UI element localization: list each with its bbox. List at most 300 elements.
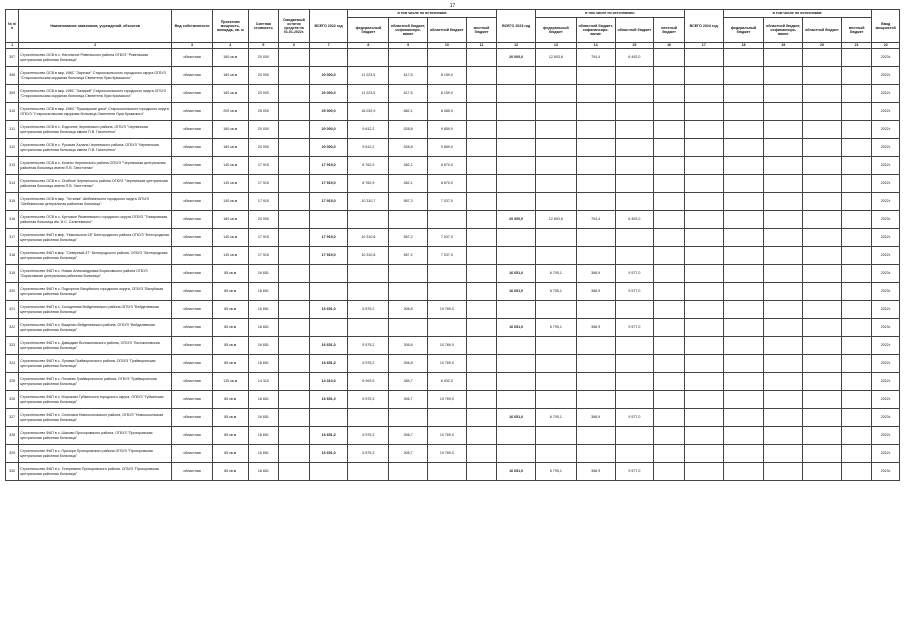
local-2024 — [841, 211, 872, 229]
federal-2022: 8 762,9 — [348, 157, 389, 175]
commissioning-year: 2023г. — [872, 319, 900, 337]
total-2022: 16 651,0 — [309, 427, 348, 445]
oblast-cofin-2023 — [576, 247, 615, 265]
oblast-2024 — [803, 409, 842, 427]
capacity: 85 кв.м — [212, 445, 248, 463]
ownership: областная — [172, 157, 213, 175]
oblast-2022: 10 769,0 — [427, 391, 466, 409]
oblast-cofin-2023 — [576, 85, 615, 103]
federal-2022: 11 223,5 — [348, 67, 389, 85]
local-2024 — [841, 319, 872, 337]
commissioning-year: 2022г. — [872, 427, 900, 445]
local-2023 — [654, 139, 685, 157]
capacity: 140 кв.м — [212, 229, 248, 247]
federal-2024 — [723, 283, 764, 301]
commissioning-year: 2022г. — [872, 247, 900, 265]
federal-2023 — [536, 355, 577, 373]
oblast-2024 — [803, 103, 842, 121]
oblast-2024 — [803, 139, 842, 157]
federal-2024 — [723, 121, 764, 139]
local-2022 — [466, 463, 497, 481]
remainder — [279, 67, 310, 85]
column-number: 20 — [803, 43, 842, 49]
capacity: 140 кв.м — [212, 193, 248, 211]
oblast-cofin-2024 — [764, 49, 803, 67]
oblast-cofin-2023 — [576, 445, 615, 463]
remainder — [279, 283, 310, 301]
total-2024 — [684, 463, 723, 481]
column-number: 22 — [872, 43, 900, 49]
federal-2022: 5 575,2 — [348, 337, 389, 355]
oblast-2023 — [615, 355, 654, 373]
remainder — [279, 85, 310, 103]
local-2022 — [466, 67, 497, 85]
oblast-2023 — [615, 85, 654, 103]
capacity: 160 кв.м — [212, 211, 248, 229]
oblast-2023 — [615, 193, 654, 211]
oblast-cofin-2022: 306,8 — [389, 337, 428, 355]
local-2023 — [654, 373, 685, 391]
oblast-cofin-2022: 567,2 — [389, 247, 428, 265]
oblast-cofin-2024 — [764, 85, 803, 103]
oblast-cofin-2023: 704,4 — [576, 49, 615, 67]
total-2023 — [497, 373, 536, 391]
row-number: 319 — [6, 265, 19, 283]
remainder — [279, 157, 310, 175]
federal-2023 — [536, 175, 577, 193]
oblast-cofin-2023: 368,9 — [576, 265, 615, 283]
remainder — [279, 463, 310, 481]
federal-2024 — [723, 175, 764, 193]
remainder — [279, 355, 310, 373]
ownership: областная — [172, 139, 213, 157]
federal-2022: 9 612,2 — [348, 139, 389, 157]
investment-table — [5, 9, 900, 481]
col-total-2022-header: ВСЕГО 2022 год — [309, 10, 348, 43]
federal-2022 — [348, 463, 389, 481]
total-2024 — [684, 229, 723, 247]
federal-2024 — [723, 337, 764, 355]
remainder — [279, 193, 310, 211]
commissioning-year: 2022г. — [872, 373, 900, 391]
oblast-2024 — [803, 85, 842, 103]
capacity: 160 кв.м — [212, 85, 248, 103]
table-row — [6, 67, 900, 85]
remainder — [279, 121, 310, 139]
total-2022 — [309, 319, 348, 337]
federal-2022: 11 223,5 — [348, 85, 389, 103]
total-2023 — [497, 337, 536, 355]
page-number: 17 — [449, 3, 456, 9]
federal-2024 — [723, 319, 764, 337]
estimated-cost: 16 651 — [248, 283, 279, 301]
capacity: 85 кв.м — [212, 409, 248, 427]
local-2023 — [654, 427, 685, 445]
commissioning-year: 2022г. — [872, 445, 900, 463]
commissioning-year: 2023г. — [872, 283, 900, 301]
column-number: 2 — [19, 43, 172, 49]
sources-2023-header: в том числе по источникам: — [536, 10, 685, 18]
total-2023 — [497, 229, 536, 247]
local-2022 — [466, 49, 497, 67]
total-2022 — [309, 211, 348, 229]
oblast-cofin-2022: 306,7 — [389, 427, 428, 445]
oblast-2024 — [803, 121, 842, 139]
local-2023 — [654, 49, 685, 67]
oblast-cofin-2022: 617,5 — [389, 85, 428, 103]
federal-2022: 9 612,2 — [348, 121, 389, 139]
total-2023: 16 651,0 — [497, 463, 536, 481]
local-2022 — [466, 175, 497, 193]
oblast-2024 — [803, 175, 842, 193]
local-2022 — [466, 157, 497, 175]
federal-2023: 12 803,6 — [536, 49, 577, 67]
oblast-2022 — [427, 49, 466, 67]
oblast-2022: 8 670,0 — [427, 157, 466, 175]
column-number: 12 — [497, 43, 536, 49]
capacity: 85 кв.м — [212, 427, 248, 445]
oblast-cofin-2022: 617,5 — [389, 67, 428, 85]
local-2022 — [466, 409, 497, 427]
table-row — [6, 211, 900, 229]
local-2024 — [841, 175, 872, 193]
table-row — [6, 265, 900, 283]
local-2022 — [466, 445, 497, 463]
oblast-cofin-2024 — [764, 373, 803, 391]
capacity: 140 кв.м — [212, 157, 248, 175]
local-2022 — [466, 373, 497, 391]
oblast-2023 — [615, 103, 654, 121]
estimated-cost: 16 651 — [248, 409, 279, 427]
oblast-cofin-2024 — [764, 265, 803, 283]
oblast-cofin-2024 — [764, 103, 803, 121]
oblast-cofin-2024 — [764, 427, 803, 445]
ownership: областная — [172, 355, 213, 373]
ownership: областная — [172, 67, 213, 85]
local-2023 — [654, 283, 685, 301]
local-2024 — [841, 463, 872, 481]
federal-2024 — [723, 445, 764, 463]
total-2024 — [684, 49, 723, 67]
object-name: Строительство ОСВ в с. Нагольное Ровеньского района ОГБУЗ "Ровеньская центральная районная больница" — [19, 49, 172, 67]
oblast-2023: 9 577,0 — [615, 409, 654, 427]
src-oblast-cofin-2023: областной бюджет, софинансиро-вание — [576, 18, 615, 43]
oblast-cofin-2023 — [576, 175, 615, 193]
oblast-cofin-2023 — [576, 427, 615, 445]
object-name: Строительство ФАП в мкр. "Никольское-25" Белгородского района ОГБУЗ "Белгородская центральная районная больница" — [19, 229, 172, 247]
table-row — [6, 157, 900, 175]
federal-2024 — [723, 103, 764, 121]
local-2023 — [654, 247, 685, 265]
capacity: 130 кв.м — [212, 373, 248, 391]
local-2022 — [466, 265, 497, 283]
total-2024 — [684, 103, 723, 121]
oblast-2024 — [803, 229, 842, 247]
oblast-2023 — [615, 373, 654, 391]
oblast-cofin-2022: 306,7 — [389, 445, 428, 463]
total-2024 — [684, 157, 723, 175]
col-total-2024-header: ВСЕГО 2024 год — [684, 10, 723, 43]
oblast-2024 — [803, 301, 842, 319]
remainder — [279, 319, 310, 337]
table-row — [6, 427, 900, 445]
oblast-cofin-2022: 306,8 — [389, 355, 428, 373]
src-federal-2024: федеральный бюджет — [723, 18, 764, 43]
federal-2024 — [723, 229, 764, 247]
object-name: Строительство ФАП в с. Новая Александровка Борисовского района ОГБУЗ "Борисовская центральная районная больница" — [19, 265, 172, 283]
remainder — [279, 373, 310, 391]
total-2023: 20 000,0 — [497, 211, 536, 229]
federal-2022: 5 575,3 — [348, 391, 389, 409]
remainder — [279, 175, 310, 193]
row-number: 322 — [6, 319, 19, 337]
sources-2024-header: в том числе по источникам: — [723, 10, 872, 18]
oblast-cofin-2024 — [764, 445, 803, 463]
column-number: 19 — [764, 43, 803, 49]
column-number: 14 — [576, 43, 615, 49]
local-2024 — [841, 283, 872, 301]
total-2022: 17 915,0 — [309, 229, 348, 247]
oblast-cofin-2024 — [764, 229, 803, 247]
oblast-cofin-2022 — [389, 49, 428, 67]
table-row — [6, 301, 900, 319]
oblast-2023 — [615, 139, 654, 157]
total-2022: 17 915,0 — [309, 157, 348, 175]
column-number: 6 — [279, 43, 310, 49]
oblast-2023 — [615, 175, 654, 193]
federal-2023 — [536, 301, 577, 319]
federal-2023 — [536, 67, 577, 85]
column-number: 21 — [841, 43, 872, 49]
src-oblast-2023: областной бюджет — [615, 18, 654, 43]
local-2022 — [466, 337, 497, 355]
federal-2024 — [723, 157, 764, 175]
object-name: Строительство ФАП в с. Давыдкин Волоконовского района, ОГБУЗ "Волоконовская центральная районная больница" — [19, 337, 172, 355]
estimated-cost: 17 915 — [248, 157, 279, 175]
estimated-cost: 16 651 — [248, 445, 279, 463]
oblast-cofin-2022 — [389, 283, 428, 301]
oblast-cofin-2024 — [764, 337, 803, 355]
local-2022 — [466, 301, 497, 319]
col-capacity-header: Проектная мощность, площадь, кв. м — [212, 10, 248, 43]
local-2023 — [654, 103, 685, 121]
federal-2022: 5 575,2 — [348, 301, 389, 319]
local-2024 — [841, 67, 872, 85]
ownership: областная — [172, 391, 213, 409]
federal-2022 — [348, 49, 389, 67]
federal-2022: 10 310,7 — [348, 193, 389, 211]
column-number: 17 — [684, 43, 723, 49]
ownership: областная — [172, 175, 213, 193]
federal-2023: 6 705,1 — [536, 283, 577, 301]
total-2023: 16 651,0 — [497, 265, 536, 283]
object-name: Строительство ФАП в с. Подгорное Валуйского городского округа, ОГБУЗ "Валуйская центральная районная больница" — [19, 283, 172, 301]
oblast-2024 — [803, 463, 842, 481]
col-total-2023-header: ВСЕГО 2023 год — [497, 10, 536, 43]
oblast-2023 — [615, 445, 654, 463]
column-number: 7 — [309, 43, 348, 49]
estimated-cost: 16 651 — [248, 337, 279, 355]
federal-2023: 6 705,1 — [536, 319, 577, 337]
oblast-2024 — [803, 211, 842, 229]
total-2022: 20 000,0 — [309, 67, 348, 85]
commissioning-year: 2022г. — [872, 175, 900, 193]
total-2023 — [497, 121, 536, 139]
total-2024 — [684, 355, 723, 373]
oblast-2022: 9 859,0 — [427, 139, 466, 157]
federal-2024 — [723, 391, 764, 409]
oblast-2022: 10 769,0 — [427, 445, 466, 463]
table-row — [6, 283, 900, 301]
oblast-cofin-2023 — [576, 157, 615, 175]
column-number: 9 — [389, 43, 428, 49]
oblast-2023 — [615, 247, 654, 265]
oblast-cofin-2023 — [576, 391, 615, 409]
oblast-cofin-2023: 368,9 — [576, 409, 615, 427]
table-row — [6, 463, 900, 481]
federal-2024 — [723, 193, 764, 211]
object-name: Строительство ОСВ в мкр. "Устинка" Шебекинского городского округа ОГБУЗ "Шебекинская центральная районная больница" — [19, 193, 172, 211]
oblast-2023 — [615, 301, 654, 319]
column-number: 10 — [427, 43, 466, 49]
oblast-cofin-2024 — [764, 139, 803, 157]
oblast-2024 — [803, 373, 842, 391]
federal-2022: 5 575,3 — [348, 427, 389, 445]
total-2024 — [684, 247, 723, 265]
total-2022: 16 651,0 — [309, 301, 348, 319]
estimated-cost: 25 000 — [248, 103, 279, 121]
oblast-cofin-2024 — [764, 301, 803, 319]
remainder — [279, 391, 310, 409]
local-2023 — [654, 67, 685, 85]
object-name: Строительство ФАП в мкр. "Северный-37" Белгородского района, ОГБУЗ "Белгородская центральная районная больница" — [19, 247, 172, 265]
oblast-cofin-2024 — [764, 175, 803, 193]
federal-2024 — [723, 463, 764, 481]
local-2024 — [841, 121, 872, 139]
total-2022 — [309, 49, 348, 67]
src-oblast-cofin-2022: областной бюджет, софинансиро-вание — [389, 18, 428, 43]
local-2023 — [654, 211, 685, 229]
object-name: Строительство ФАП в с. Призори Прохоровского района ОГБУЗ "Прохоровская центральная районная больница" — [19, 445, 172, 463]
total-2022: 20 000,0 — [309, 121, 348, 139]
oblast-cofin-2023 — [576, 229, 615, 247]
object-name: Строительство ОСВ в мкр. ИЖС "Пушкарские дачи" Старооскольского городского округа ОГБУЗ "Старооскольская окружная больница Святителя Луки Крымского" — [19, 103, 172, 121]
federal-2024 — [723, 301, 764, 319]
local-2023 — [654, 265, 685, 283]
local-2022 — [466, 85, 497, 103]
row-number: 325 — [6, 373, 19, 391]
local-2024 — [841, 247, 872, 265]
object-name: Строительство ФАП в с. Морозово Губкинского городского округа, ОГБУЗ "Губкинская центральная районная больница" — [19, 391, 172, 409]
total-2024 — [684, 301, 723, 319]
row-number: 307 — [6, 49, 19, 67]
oblast-cofin-2023: 368,9 — [576, 319, 615, 337]
local-2024 — [841, 427, 872, 445]
table-row — [6, 175, 900, 193]
object-name: Строительство ФАП в х. Холоднянка Вейделевского района ОГБУЗ "Вейделевская центральная районная больница" — [19, 301, 172, 319]
table-row — [6, 355, 900, 373]
oblast-2022: 7 037,0 — [427, 229, 466, 247]
oblast-2022: 10 769,0 — [427, 355, 466, 373]
oblast-cofin-2022 — [389, 265, 428, 283]
remainder — [279, 265, 310, 283]
local-2022 — [466, 427, 497, 445]
column-number: 3 — [172, 43, 213, 49]
federal-2023 — [536, 121, 577, 139]
capacity: 140 кв.м — [212, 175, 248, 193]
oblast-cofin-2022: 482,1 — [389, 175, 428, 193]
oblast-cofin-2024 — [764, 463, 803, 481]
total-2024 — [684, 409, 723, 427]
estimated-cost: 20 000 — [248, 211, 279, 229]
estimated-cost: 17 915 — [248, 193, 279, 211]
total-2024 — [684, 319, 723, 337]
oblast-2022: 7 037,0 — [427, 247, 466, 265]
oblast-cofin-2022 — [389, 319, 428, 337]
oblast-2023: 6 492,0 — [615, 49, 654, 67]
ownership: областная — [172, 373, 213, 391]
capacity: 160 кв.м — [212, 139, 248, 157]
local-2024 — [841, 391, 872, 409]
federal-2023 — [536, 247, 577, 265]
federal-2023 — [536, 373, 577, 391]
object-name: Строительство ФАП в с. Ващенко Вейделевского района, ОГБУЗ "Вейделевская центральная районная больница" — [19, 319, 172, 337]
oblast-cofin-2023 — [576, 121, 615, 139]
federal-2024 — [723, 49, 764, 67]
local-2023 — [654, 355, 685, 373]
row-number: 320 — [6, 283, 19, 301]
oblast-2022: 10 769,0 — [427, 427, 466, 445]
total-2023 — [497, 427, 536, 445]
oblast-2023: 9 577,0 — [615, 319, 654, 337]
oblast-cofin-2024 — [764, 409, 803, 427]
oblast-cofin-2023: 368,9 — [576, 283, 615, 301]
total-2024 — [684, 139, 723, 157]
row-number: 315 — [6, 193, 19, 211]
object-name: Строительство ФАП в с. Почаево Грайворонского района, ОГБУЗ "Грайворонская центральная районная больница" — [19, 373, 172, 391]
table-row — [6, 49, 900, 67]
commissioning-year: 2023г. — [872, 49, 900, 67]
federal-2023: 6 705,1 — [536, 463, 577, 481]
src-oblast-cofin-2024: областной бюджет, софинансиро-вание — [764, 18, 803, 43]
oblast-2024 — [803, 157, 842, 175]
federal-2022: 5 575,2 — [348, 355, 389, 373]
total-2024 — [684, 445, 723, 463]
oblast-2023 — [615, 391, 654, 409]
local-2024 — [841, 265, 872, 283]
federal-2023 — [536, 445, 577, 463]
total-2023 — [497, 139, 536, 157]
oblast-cofin-2022: 384,7 — [389, 373, 428, 391]
object-name: Строительство ОСВ в мкр. ИЖС "Хазарий" Старооскольского городского округа ОГБУЗ "Старооскольская окружная больница Святителя Луки Крымского" — [19, 85, 172, 103]
src-oblast-2024: областной бюджет — [803, 18, 842, 43]
capacity: 160 кв.м — [212, 67, 248, 85]
oblast-2024 — [803, 247, 842, 265]
total-2024 — [684, 193, 723, 211]
total-2024 — [684, 373, 723, 391]
local-2022 — [466, 121, 497, 139]
federal-2023: 6 705,1 — [536, 265, 577, 283]
row-number: 326 — [6, 391, 19, 409]
object-name: Строительство ОСВ в с. Ездочное Чернянского района, ОГБУЗ "Чернянская центральная районная больница имени П.В. Гапотченко" — [19, 121, 172, 139]
oblast-cofin-2023 — [576, 103, 615, 121]
local-2023 — [654, 337, 685, 355]
oblast-cofin-2022 — [389, 211, 428, 229]
total-2023: 16 651,0 — [497, 283, 536, 301]
oblast-2022: 8 159,0 — [427, 67, 466, 85]
ownership: областная — [172, 193, 213, 211]
local-2024 — [841, 103, 872, 121]
